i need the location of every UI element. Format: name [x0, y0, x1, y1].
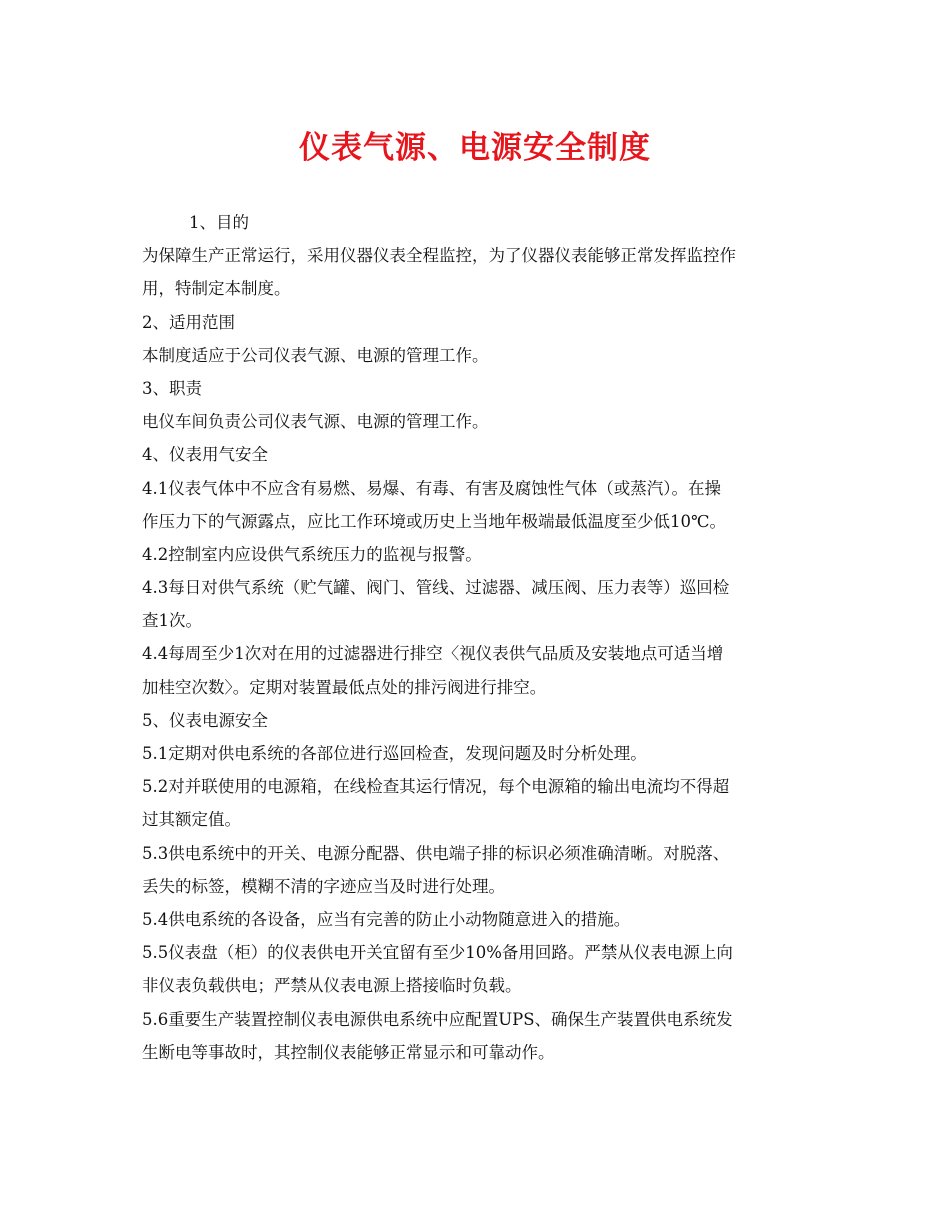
- paragraph-line: 用，特制定本制度。: [142, 279, 291, 299]
- paragraph-line: 5.6重要生产装置控制仪表电源供电系统中应配置UPS、确保生产装置供电系统发: [142, 1009, 733, 1029]
- document-title: 仪表气源、电源安全制度: [299, 130, 651, 166]
- paragraph-line: 5.2对并联使用的电源箱，在线检查其运行情况，每个电源箱的输出电流均不得超: [142, 777, 730, 797]
- section-heading-scope: 2、适用范围: [142, 312, 235, 332]
- paragraph-line: 加桂空次数〉。定期对装置最低点处的排污阀进行排空。: [142, 677, 547, 697]
- paragraph-line: 4.1仪表气体中不应含有易燃、易爆、有毒、有害及腐蚀性气体（或蒸汽）。在操: [142, 478, 721, 498]
- paragraph-line: 4.3每日对供气系统（贮气罐、阀门、管线、过滤器、减压阀、压力表等）巡回检: [142, 578, 730, 598]
- paragraph-line: 本制度适应于公司仪表气源、电源的管理工作。: [142, 345, 489, 365]
- paragraph-line: 为保障生产正常运行，采用仪器仪表全程监控，为了仪器仪表能够正常发挥监控作: [142, 246, 736, 266]
- paragraph-line: 过其额定值。: [142, 810, 241, 830]
- document-body: [142, 206, 818, 1069]
- paragraph-line: 4.4每周至少1次对在用的过滤器进行排空〈视仪表供气品质及安装地点可适当增: [142, 644, 724, 664]
- paragraph-line: 丢失的标签，模糊不清的字迹应当及时进行处理。: [142, 876, 505, 896]
- paragraph-line: 查1次。: [142, 611, 202, 631]
- paragraph-line: 5.5仪表盘（柜）的仪表供电开关宜留有至少10%备用回路。严禁从仪表电源上向: [142, 943, 733, 963]
- paragraph-line: 生断电等事故时，其控制仪表能够正常显示和可靠动作。: [142, 1042, 555, 1062]
- section-heading-purpose: 1、目的: [189, 213, 249, 232]
- paragraph-line: 5.3供电系统中的开关、电源分配器、供电端子排的标识必须准确清晰。对脱落、: [142, 843, 730, 863]
- paragraph-line: 非仪表负载供电；严禁从仪表电源上搭接临时负载。: [142, 976, 522, 996]
- paragraph-line: 5.1定期对供电系统的各部位进行巡回检查，发现问题及时分析处理。: [142, 744, 647, 763]
- paragraph-line: 作压力下的气源露点，应比工作环境或历史上当地年极端最低温度至少低10℃。: [142, 511, 726, 531]
- section-heading-responsibility: 3、职责: [142, 378, 202, 398]
- section-heading-power-safety: 5、仪表电源安全: [142, 710, 268, 730]
- paragraph-line: 4.2控制室内应设供气系统压力的监视与报警。: [142, 544, 482, 564]
- paragraph-line: 5.4供电系统的各设备，应当有完善的防止小动物随意进入的措施。: [142, 909, 631, 929]
- section-heading-air-safety: 4、仪表用气安全: [142, 445, 268, 465]
- paragraph-line: 电仪车间负责公司仪表气源、电源的管理工作。: [142, 412, 489, 432]
